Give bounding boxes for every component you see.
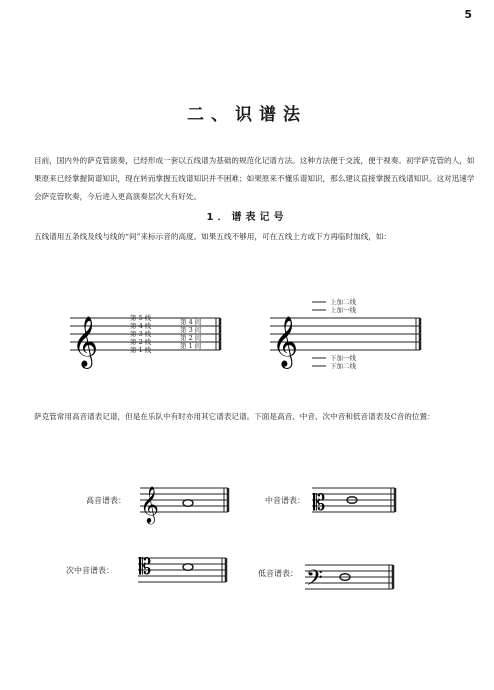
chapter-title: 二、识谱法 [187, 105, 307, 125]
clef-text: 萨克管常用高音谱表记谱，但是在乐队中有时亦用其它谱表记谱。下面是高音、中音、次中音和低音谱表及C音的位置： [34, 412, 435, 421]
bass-clef-icon: 𝄢 [306, 566, 323, 596]
intro-text: 目前，国内外的萨克管演奏，已经形成一套以五线谱为基础的规范化记谱方法。这种方法便于交流，便于视奏。初学萨克管的人，如果原来已经掌握简谱知识，现在转而掌握五线谱知识并不困难；如果原来不懂乐谱知识，那么建议直接掌握五线谱知识。这对迅速学会萨克管吹奏，今后进入更高演奏层次大有好处。 [34, 156, 475, 201]
treble-clef-caption: 高音谱表： [86, 496, 126, 505]
clef-paragraph [18, 408, 478, 426]
line-labels [130, 313, 152, 354]
ledger-label: 上加一线 [330, 306, 356, 314]
section-heading: 1．谱表记号 [206, 212, 288, 223]
bass-clef-caption: 低音谱表： [258, 569, 298, 578]
treble-clef-icon: 𝄞 [72, 316, 99, 367]
ledger-label: 下加二线 [330, 362, 356, 370]
c-note [183, 564, 193, 571]
page-number: 5 [464, 8, 472, 21]
space-label: 第 2 间 [180, 334, 202, 342]
tenor-clef-caption: 次中音谱表： [66, 566, 114, 575]
ledger-label: 上加二线 [330, 298, 356, 306]
line-label: 第 4 线 [130, 322, 152, 330]
line-label: 第 2 线 [130, 338, 152, 346]
line-label: 第 1 线 [130, 346, 152, 354]
treble-clef-icon: 𝄞 [140, 485, 159, 523]
space-labels [180, 317, 202, 350]
line-label: 第 3 线 [130, 330, 152, 338]
space-label: 第 4 间 [180, 318, 202, 326]
treble-clef-icon: 𝄞 [272, 316, 299, 367]
ledger-label: 下加一线 [330, 354, 356, 362]
c-clef-icon: 𝄡 [139, 555, 152, 580]
c-note [183, 500, 193, 507]
c-clef-icon: 𝄡 [313, 491, 326, 516]
line-label: 第 5 线 [130, 314, 152, 322]
space-label: 第 1 间 [180, 342, 202, 350]
staff-text: 五线谱用五条线及线与线的“间”来标示音的高度。如果五线不够用，可在五线上方或下方再临时加线，如： [34, 232, 392, 241]
alto-clef-caption: 中音谱表： [265, 496, 305, 505]
space-label: 第 3 间 [180, 326, 202, 334]
